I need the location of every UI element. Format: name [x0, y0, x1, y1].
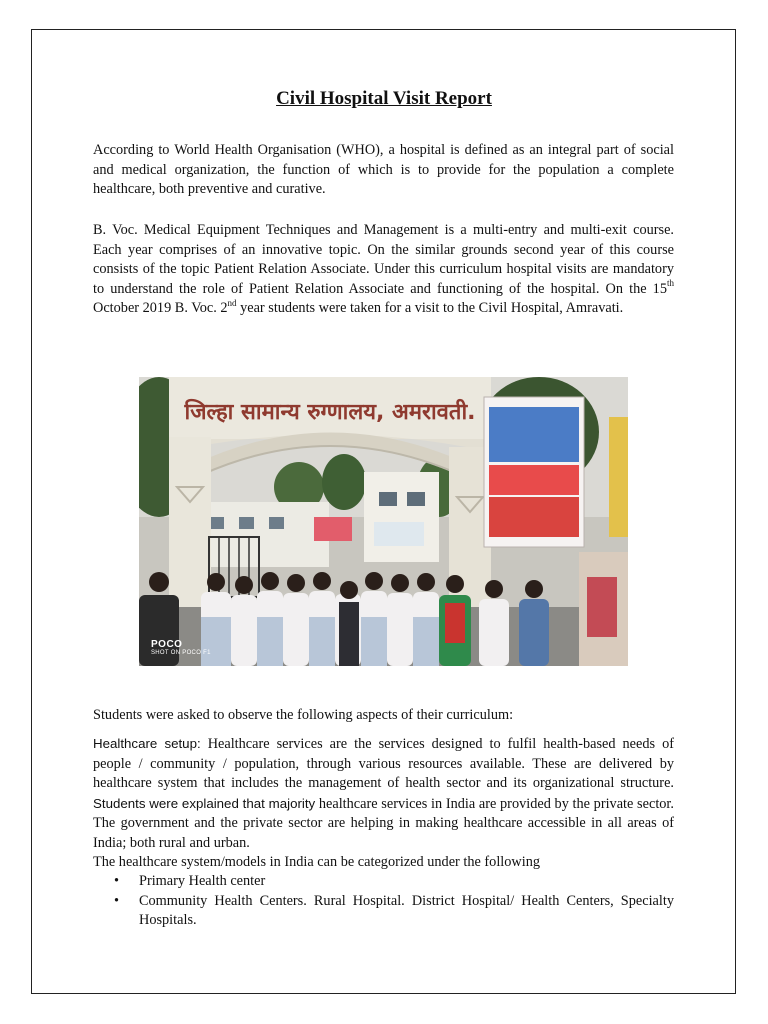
list-item — [93, 892, 674, 931]
course-intro-text-a: B. Voc. Medical Equipment Techniques and Management is a multi-entry and multi-exit course. Each year comprises of an innovative topic. On the similar grounds second year of this course consists of the topic Patient Relation Associate. Under this curriculum hospital visits are mandatory to understand the role of Patient Relation Associate and functioning of the hospital. On the 15 — [93, 222, 674, 297]
hospital-visit-photo — [139, 377, 628, 666]
who-definition-paragraph: According to World Health Organisation (WHO), a hospital is defined as an integral part of social and medical organization, the function of which is to provide for the population a complete healthcare, both preventive and curative. — [93, 142, 674, 198]
list-item — [93, 872, 674, 892]
healthcare-setup-explained: Students were explained that majority — [93, 795, 316, 811]
course-intro-text-c: year students were taken for a visit to the Civil Hospital, Amravati. — [236, 300, 624, 317]
ordinal-nd: nd — [227, 297, 237, 308]
course-intro-paragraph — [93, 221, 674, 319]
watermark-main: POCO — [151, 639, 183, 650]
watermark-sub: SHOT ON POCO F1 — [151, 650, 211, 656]
ordinal-th: th — [666, 278, 674, 289]
observe-heading: Students were asked to observe the following aspects of their curriculum: — [93, 707, 514, 723]
healthcare-setup-text-b: healthcare services in India are provided by the private sector. The government and the private sector are helping in making healthcare accessible in all areas of India; both rural and urban. — [93, 795, 674, 851]
list-item-text: Community Health Centers. Rural Hospital. District Hospital/ Health Centers, Specialty Hospitals. — [139, 892, 674, 929]
list-item-text: Primary Health center — [139, 873, 266, 889]
healthcare-setup-paragraph — [93, 734, 674, 854]
report-title: Civil Hospital Visit Report — [276, 88, 492, 109]
course-intro-text-b: October 2019 B. Voc. 2 — [93, 300, 228, 317]
categorized-line: The healthcare system/models in India can be categorized under the following — [93, 854, 541, 870]
arch-sign-text: जिल्हा सामान्य रुग्णालय, अमरावती. — [184, 400, 476, 425]
bullet-icon: • — [114, 873, 120, 889]
healthcare-models-list — [93, 872, 674, 931]
photo-watermark — [151, 639, 211, 656]
healthcare-setup-text-a: Healthcare services are the services designed to fulfil health-based needs of people / community / population, through various resources available. These are delivered by healthcare system that includes the management of health sector and its organizational structure. — [93, 736, 674, 792]
healthcare-setup-label: Healthcare setup: — [93, 736, 201, 751]
bullet-icon: • — [114, 892, 120, 909]
